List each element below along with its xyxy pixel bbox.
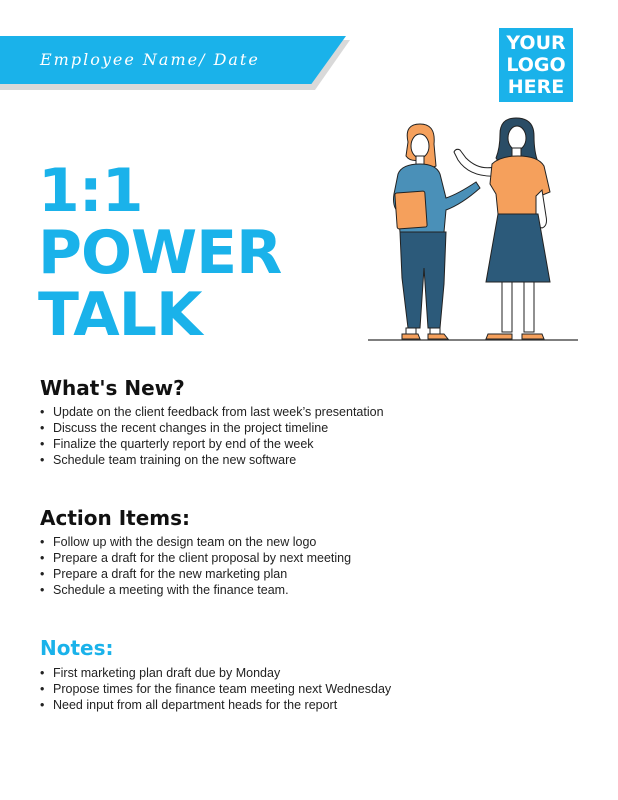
logo-line: LOGO <box>506 54 566 76</box>
notes-heading: Notes: <box>40 636 114 660</box>
two-women-talking-illustration <box>360 112 582 348</box>
list-item: • Follow up with the design team on the new logo <box>40 534 351 550</box>
list-item: • Update on the client feedback from last week’s presentation <box>40 404 384 420</box>
list-item: • Schedule team training on the new software <box>40 452 384 468</box>
logo-placeholder <box>499 28 573 102</box>
title-line: 1:1 <box>38 156 143 226</box>
list-item: • First marketing plan draft due by Monday <box>40 665 391 681</box>
action-items-list <box>40 534 351 598</box>
page-title <box>38 156 282 350</box>
logo-line: HERE <box>507 76 565 98</box>
title-line: POWER <box>38 218 282 288</box>
logo-line: YOUR <box>506 32 566 54</box>
employee-name-date[interactable]: Employee Name/ Date <box>40 50 260 69</box>
list-item: • Prepare a draft for the new marketing plan <box>40 566 351 582</box>
list-item: • Schedule a meeting with the finance team. <box>40 582 351 598</box>
title-line: TALK <box>38 280 202 350</box>
list-item: • Discuss the recent changes in the project timeline <box>40 420 384 436</box>
action-items-heading: Action Items: <box>40 506 190 530</box>
list-item: • Propose times for the finance team meeting next Wednesday <box>40 681 391 697</box>
list-item: • Finalize the quarterly report by end of the week <box>40 436 384 452</box>
whats-new-list <box>40 404 384 468</box>
list-item: • Prepare a draft for the client proposal by next meeting <box>40 550 351 566</box>
list-item: • Need input from all department heads for the report <box>40 697 391 713</box>
notes-list <box>40 665 391 713</box>
whats-new-heading: What's New? <box>40 376 185 400</box>
